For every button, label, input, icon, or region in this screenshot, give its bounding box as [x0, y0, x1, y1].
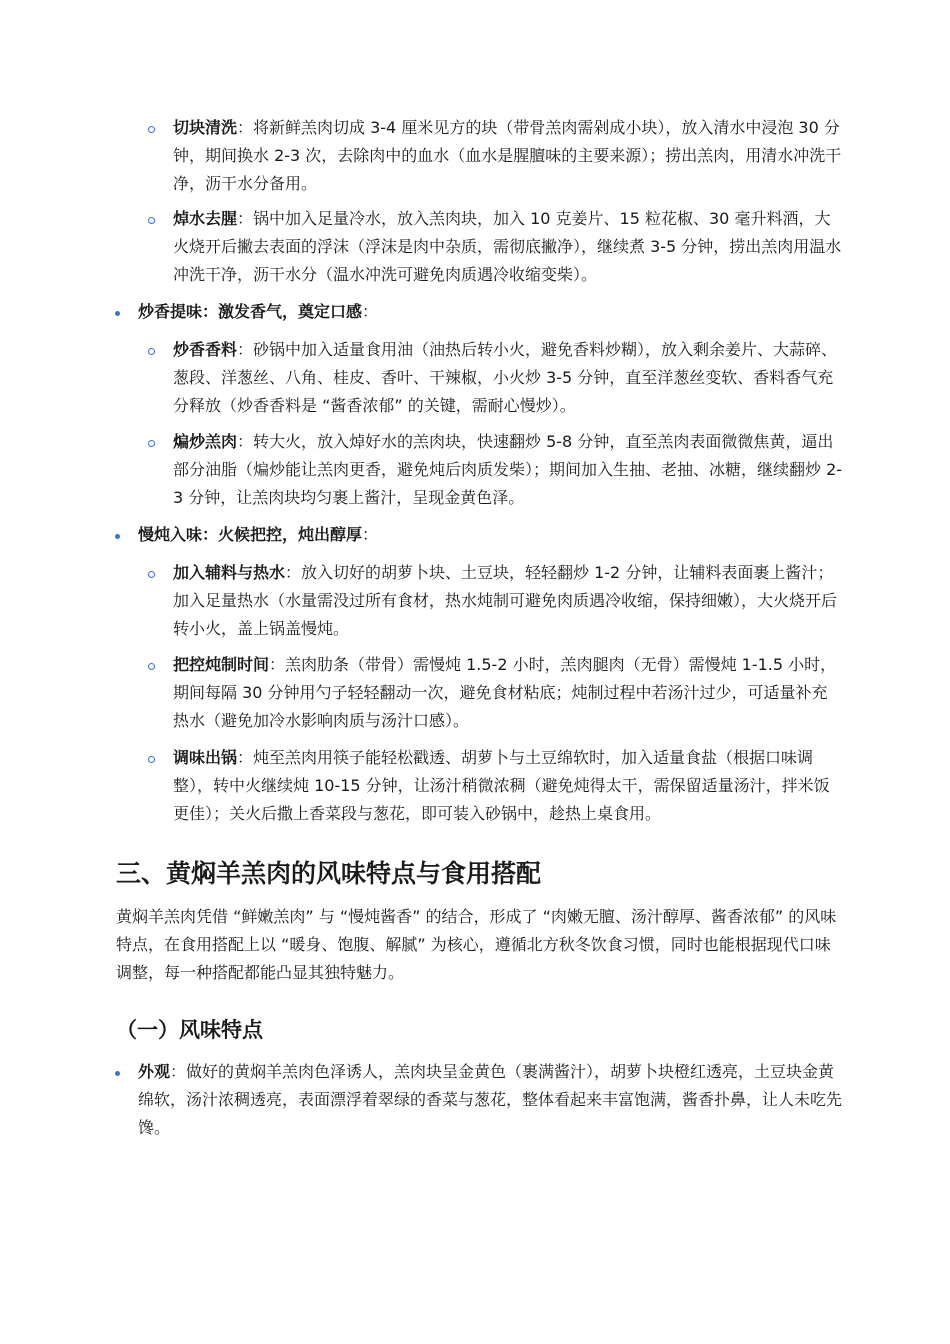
subsection-heading: （一）风味特点 [116, 1018, 263, 1042]
step-title: 调味出锅 [173, 748, 238, 767]
bullet-marker [115, 311, 120, 316]
sub-bullet-marker [148, 217, 155, 224]
bullet-marker [115, 534, 120, 539]
bullet-title: 外观 [138, 1062, 171, 1081]
step-braise-time [173, 651, 843, 735]
step-cut-wash [173, 114, 843, 198]
intro-paragraph: 黄焖羊羔肉凭借 “鲜嫩羔肉” 与 “慢炖酱香” 的结合，形成了 “肉嫩无膻、汤汁醇厚、酱香浓郁” 的风味特点，在食用搭配上以 “暖身、饱腹、解腻” 为核心，遵循北方秋冬饮食习惯，同时也能根据现代口味调整，每一种搭配都能凸显其独特魅力。 [116, 907, 837, 982]
sub-bullet-marker [148, 348, 155, 355]
sub-bullet-marker [148, 440, 155, 447]
step-season-serve [173, 744, 843, 828]
sub-bullet-marker [148, 756, 155, 763]
sub-bullet-marker [148, 571, 155, 578]
step-title: 焯水去腥 [173, 209, 238, 228]
step-title: 切块清洗 [173, 118, 238, 137]
bullet-suffix: ： [362, 525, 379, 544]
step-add-ingredients [173, 559, 843, 643]
feature-appearance [138, 1058, 843, 1142]
step-text: ：炖至羔肉用筷子能轻松戳透、胡萝卜与土豆绵软时，加入适量食盐（根据口味调整），转中火继续炖 10-15 分钟，让汤汁稍微浓稠（避免炖得太干，需保留适量汤汁，拌米饭更佳）；关火后撒上香菜段与葱花，即可装入砂锅中，趁热上桌食用。 [173, 748, 830, 823]
step-fry-spices [173, 336, 843, 420]
bullet-marker [115, 1071, 120, 1076]
step-title: 炒香香料 [173, 340, 238, 359]
step-blanch [173, 205, 843, 289]
step-text: ：转大火，放入焯好水的羔肉块，快速翻炒 5-8 分钟，直至羔肉表面微微焦黄，逼出部分油脂（煸炒能让羔肉更香，避免炖后肉质发柴）；期间加入生抽、老抽、冰糖，继续翻炒 2-3 分钟，让羔肉块均匀裹上酱汁，呈现金黄色泽。 [173, 432, 843, 507]
step-title: 把控炖制时间 [173, 655, 270, 674]
step-title: 加入辅料与热水 [173, 563, 286, 582]
sub-bullet-marker [148, 663, 155, 670]
bullet-title: 炒香提味：激发香气，奠定口感 [138, 302, 363, 321]
section-heading: 三、黄焖羊羔肉的风味特点与食用搭配 [116, 859, 542, 888]
step-text: ：放入切好的胡萝卜块、土豆块，轻轻翻炒 1-2 分钟，让辅料表面裹上酱汁；加入足量热水（水量需没过所有食材，热水炖制可避免肉质遇冷收缩，保持细嫩），大火烧开后转小火，盖上锅盖慢炖。 [173, 563, 838, 638]
step-title: 煸炒羔肉 [173, 432, 238, 451]
step-text: ：砂锅中加入适量食用油（油热后转小火，避免香料炒糊），放入剩余姜片、大蒜碎、葱段、洋葱丝、八角、桂皮、香叶、干辣椒，小火炒 3-5 分钟，直至洋葱丝变软、香料香气充分释放（炒香香料是 “酱香浓郁” 的关键，需耐心慢炒）。 [173, 340, 838, 415]
step-text: ：将新鲜羔肉切成 3-4 厘米见方的块（带骨羔肉需剁成小块），放入清水中浸泡 30 分钟，期间换水 2-3 次，去除肉中的血水（血水是腥膻味的主要来源）；捞出羔肉，用清水冲洗干净，沥干水分备用。 [173, 118, 842, 193]
bullet-title: 慢炖入味：火候把控，炖出醇厚 [138, 525, 363, 544]
step-text: ：锅中加入足量冷水，放入羔肉块，加入 10 克姜片、15 粒花椒、30 毫升料酒，大火烧开后撇去表面的浮沫（浮沫是肉中杂质，需彻底撇净），继续煮 3-5 分钟，捞出羔肉用温水冲洗干净，沥干水分（温水冲洗可避免肉质遇冷收缩变柴）。 [173, 209, 842, 284]
section-slow-braise [138, 521, 843, 549]
bullet-text: ：做好的黄焖羊羔肉色泽诱人，羔肉块呈金黄色（裹满酱汁），胡萝卜块橙红透亮，土豆块金黄绵软，汤汁浓稠透亮，表面漂浮着翠绿的香菜与葱花，整体看起来丰富饱满，酱香扑鼻，让人未吃先馋。 [138, 1062, 843, 1137]
bullet-suffix: ： [362, 302, 379, 321]
step-sear-lamb [173, 428, 843, 512]
section-stir-fry [138, 298, 843, 326]
step-text: ：羔肉肋条（带骨）需慢炖 1.5-2 小时，羔肉腿肉（无骨）需慢炖 1-1.5 小时，期间每隔 30 分钟用勺子轻轻翻动一次，避免食材粘底；炖制过程中若汤汁过少，可适量补充热水（避免加冷水影响肉质与汤汁口感）。 [173, 655, 837, 730]
sub-bullet-marker [148, 126, 155, 133]
